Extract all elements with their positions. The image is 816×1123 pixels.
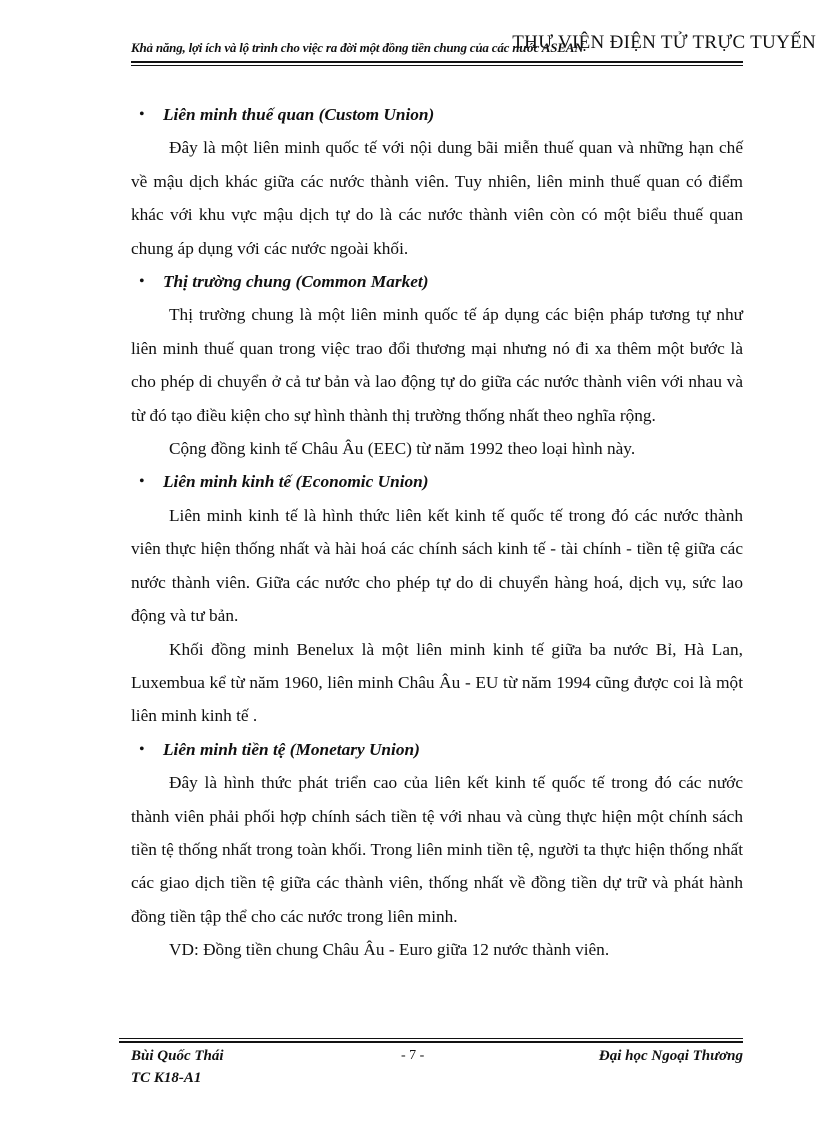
header-divider-thin — [131, 65, 743, 66]
paragraph: VD: Đồng tiền chung Châu Âu - Euro giữa 12 nước thành viên. — [169, 940, 610, 960]
bullet-icon: • — [139, 740, 145, 758]
footer-divider — [119, 1041, 743, 1043]
paragraph: Cộng đồng kinh tế Châu Âu (EEC) từ năm 1992 theo loại hình này. — [169, 439, 636, 459]
header-title: Khả năng, lợi ích và lộ trình cho việc ra đời một đồng tiền chung của các nước ASEAN — [131, 40, 584, 55]
paragraph: Đây là hình thức phát triển cao của liên kết kinh tế quốc tế trong đó các nước thành viên phải phối hợp chính sách tiền tệ với nhau và cùng thực hiện một chính sách tiền tệ thống nhất trong toàn khối. Trong liên minh tiền tệ, người ta thực hiện thống nhất các giao dịch tiền tệ giữa các thành viên, thống nhất về đồng tiền dự trữ và phát hành đồng tiền tập thể cho các nước trong liên minh. — [131, 773, 743, 926]
section-heading — [131, 98, 743, 131]
section-heading-text: Liên minh kinh tế (Economic Union) — [163, 472, 429, 492]
footer-divider-thin — [119, 1038, 743, 1039]
author-class: TC K18-A1 — [131, 1070, 202, 1086]
section-heading — [131, 465, 743, 498]
section-heading — [131, 265, 743, 298]
header-divider — [131, 61, 743, 63]
bullet-icon: • — [139, 273, 145, 291]
paragraph: Thị trường chung là một liên minh quốc tế áp dụng các biện pháp tương tự như liên minh thuế quan trong việc trao đổi thương mại nhưng nó đi xa thêm một bước là cho phép di chuyển ở cả tư bản và lao động tự do giữa các nước thành viên với nhau và từ đó tạo điều kiện cho sự hình thành thị trường thống nhất theo nghĩa rộng. — [131, 305, 743, 425]
bullet-icon: • — [139, 473, 145, 491]
document-body — [131, 98, 743, 967]
paragraph: Liên minh kinh tế là hình thức liên kết kinh tế quốc tế trong đó các nước thành viên thực hiện thống nhất và hài hoá các chính sách kinh tế - tài chính - tiền tệ giữa các nước thành viên. Giữa các nước cho phép tự do di chuyển hàng hoá, dịch vụ, sức lao động và tư bản. — [131, 505, 743, 626]
page-number: - 7 - — [401, 1048, 425, 1063]
author-name: Bùi Quốc Thái — [131, 1048, 224, 1064]
bullet-icon: • — [139, 106, 145, 123]
section-heading — [131, 733, 743, 766]
section-heading-text: Liên minh thuế quan (Custom Union) — [163, 105, 435, 124]
section-heading-text: Liên minh tiền tệ (Monetary Union) — [163, 739, 420, 759]
page-header — [131, 30, 816, 60]
header-watermark: THƯ VIỆN ĐIỆN TỬ TRỰC TUYẾN — [512, 32, 816, 53]
page-footer — [131, 1045, 743, 1095]
school-name: Đại học Ngoại Thương — [598, 1048, 743, 1064]
paragraph: Khối đồng minh Benelux là một liên minh kinh tế giữa ba nước Bỉ, Hà Lan, Luxembua kể từ năm 1960, liên minh Châu Âu - EU từ năm 1994 cũng được coi là một liên minh kinh tế . — [131, 639, 743, 726]
footer-author — [131, 1045, 224, 1089]
section-heading-text: Thị trường chung (Common Market) — [163, 272, 429, 292]
paragraph: Đây là một liên minh quốc tế với nội dung bãi miễn thuế quan và những hạn chế về mậu dịch khác giữa các nước thành viên. Tuy nhiên, liên minh thuế quan có điểm khác với khu vực mậu dịch tự do là các nước thành viên còn có một biểu thuế quan chung áp dụng với các nước ngoài khối. — [131, 138, 743, 258]
